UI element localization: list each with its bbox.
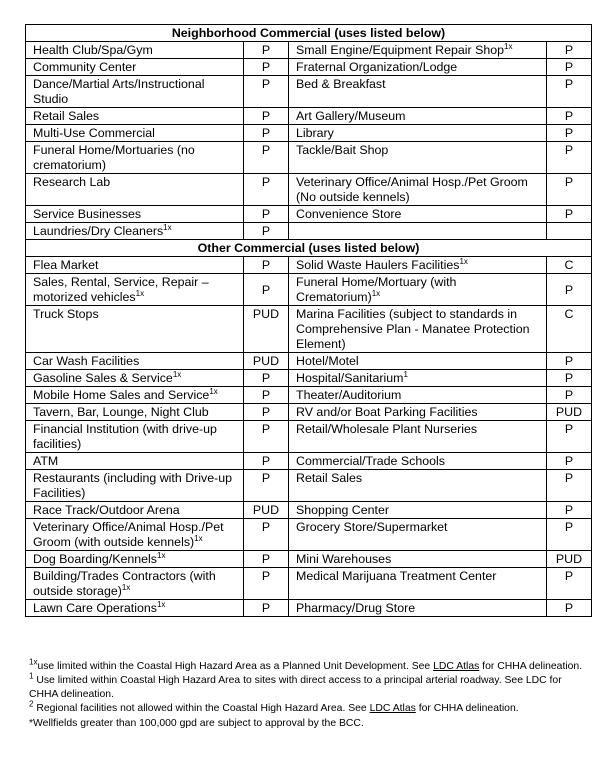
use-name-left-text: Retail Sales xyxy=(33,109,100,123)
use-name-right xyxy=(289,568,547,600)
use-name-right-text: Grocery Store/Supermarket xyxy=(296,520,448,534)
table-row xyxy=(26,470,592,502)
use-name-right xyxy=(289,174,547,206)
permission-code-right xyxy=(547,404,592,421)
use-name-right-text: Tackle/Bait Shop xyxy=(296,143,389,157)
use-name-right xyxy=(289,306,547,353)
footnote-marker: 1x xyxy=(135,288,145,298)
use-name-right-text: Fraternal Organization/Lodge xyxy=(296,60,458,74)
permission-code-right-text: P xyxy=(564,520,574,534)
permission-code-right xyxy=(547,370,592,387)
use-name-right-text: RV and/or Boat Parking Facilities xyxy=(296,405,478,419)
use-name-right xyxy=(289,453,547,470)
use-name-right-text: Mini Warehouses xyxy=(296,552,392,566)
use-name-left-text: Mobile Home Sales and Service xyxy=(33,388,210,402)
permission-code-left xyxy=(244,404,289,421)
footnote-marker: 1x xyxy=(172,369,182,379)
use-name-left xyxy=(26,470,244,502)
table-row xyxy=(26,206,592,223)
permission-code-left-text: P xyxy=(261,388,271,402)
use-name-left-text: Truck Stops xyxy=(33,307,99,321)
permission-code-left xyxy=(244,223,289,240)
use-name-right-text: Veterinary Office/Animal Hosp./Pet Groom (No outside kennels) xyxy=(296,175,528,204)
use-name-left xyxy=(26,404,244,421)
footnote-4 xyxy=(29,717,589,730)
use-name-right xyxy=(289,257,547,274)
footnote-2-text: Use limited within Coastal High Hazard Area to sites with direct access to a principal arterial roadway. See LDC for CHHA delineation. xyxy=(29,675,562,700)
uses-table-body xyxy=(26,25,592,617)
permission-code-right xyxy=(547,353,592,370)
permission-code-left xyxy=(244,59,289,76)
footnote-3-text-a: Regional facilities not allowed within the Coastal High Hazard Area. See xyxy=(33,703,370,715)
table-row xyxy=(26,42,592,59)
permission-code-left xyxy=(244,353,289,370)
use-name-right-text: Medical Marijuana Treatment Center xyxy=(296,569,497,583)
permission-code-right xyxy=(547,223,592,240)
permission-code-right xyxy=(547,42,592,59)
use-name-left-text: Gasoline Sales & Service xyxy=(33,371,173,385)
permission-code-right-text: P xyxy=(564,77,574,91)
use-name-left xyxy=(26,206,244,223)
permission-code-left-text: P xyxy=(261,569,271,583)
permission-code-left-text: PUD xyxy=(252,307,280,321)
permission-code-left xyxy=(244,568,289,600)
use-name-right-text: Library xyxy=(296,126,334,140)
permission-code-right-text: P xyxy=(564,175,574,189)
permission-code-right-text: P xyxy=(564,43,574,57)
use-name-left-text: Dance/Martial Arts/Instructional Studio xyxy=(33,77,205,106)
permission-code-right-text: P xyxy=(564,471,574,485)
permission-code-right-text: P xyxy=(564,422,574,436)
permission-code-right xyxy=(547,108,592,125)
use-name-left-text: Car Wash Facilities xyxy=(33,354,140,368)
use-name-right xyxy=(289,353,547,370)
use-name-right-text: Funeral Home/Mortuary (with Crematorium) xyxy=(296,275,457,304)
use-name-left-text: Tavern, Bar, Lounge, Night Club xyxy=(33,405,209,419)
use-name-right-text: Solid Waste Haulers Facilities xyxy=(296,258,460,272)
use-name-right xyxy=(289,404,547,421)
permission-code-left xyxy=(244,76,289,108)
permission-code-right-text: PUD xyxy=(555,552,583,566)
footnote-marker: 1x xyxy=(209,386,218,396)
footnote-1-text-a: use limited within the Coastal High Hazard Area as a Planned Unit Development. See xyxy=(37,661,434,672)
permission-code-left-text: P xyxy=(261,126,271,140)
use-name-right xyxy=(289,502,547,519)
permission-code-right xyxy=(547,274,592,306)
table-row xyxy=(26,502,592,519)
permission-code-left-text: P xyxy=(261,422,271,436)
permission-code-right-text: P xyxy=(564,143,574,157)
use-name-left xyxy=(26,421,244,453)
use-name-left xyxy=(26,370,244,387)
table-row xyxy=(26,125,592,142)
use-name-right-text: Bed & Breakfast xyxy=(296,77,386,91)
table-row xyxy=(26,306,592,353)
permission-code-left-text: P xyxy=(261,454,271,468)
permission-code-left-text: P xyxy=(261,601,271,615)
permission-code-left-text: P xyxy=(261,405,271,419)
use-name-left xyxy=(26,76,244,108)
use-name-left-text: Financial Institution (with drive-up facilities) xyxy=(33,422,217,451)
use-name-left-text: Veterinary Office/Animal Hosp./Pet Groom (with outside kennels) xyxy=(33,520,224,549)
table-row xyxy=(26,519,592,551)
permission-code-right-text: P xyxy=(564,388,574,402)
permission-code-left-text: P xyxy=(261,224,271,238)
use-name-right xyxy=(289,125,547,142)
footnote-marker: 1x xyxy=(156,599,166,609)
use-name-right xyxy=(289,206,547,223)
use-name-left-text: Funeral Home/Mortuaries (no crematorium) xyxy=(33,143,195,172)
use-name-right xyxy=(289,370,547,387)
use-name-left-text: Health Club/Spa/Gym xyxy=(33,43,153,57)
permission-code-left xyxy=(244,387,289,404)
footnote-marker: 1x xyxy=(163,222,172,232)
use-name-left xyxy=(26,306,244,353)
permission-code-right xyxy=(547,453,592,470)
use-name-right xyxy=(289,387,547,404)
section-title: Other Commercial (uses listed below) xyxy=(26,240,592,257)
permission-code-left xyxy=(244,519,289,551)
permission-code-left-text: P xyxy=(261,520,271,534)
table-row xyxy=(26,257,592,274)
permission-code-right-text: P xyxy=(564,371,574,385)
footnote-1-marker: 1x xyxy=(29,657,38,667)
use-name-right xyxy=(289,108,547,125)
use-name-right-text: Commercial/Trade Schools xyxy=(296,454,445,468)
table-row xyxy=(26,370,592,387)
use-name-left xyxy=(26,59,244,76)
footnote-3 xyxy=(29,699,589,715)
use-name-left xyxy=(26,600,244,617)
use-name-right-text: Convenience Store xyxy=(296,207,402,221)
ldc-atlas-link[interactable]: LDC Atlas xyxy=(369,703,416,715)
permission-code-right-text: C xyxy=(564,258,574,272)
permission-code-left xyxy=(244,142,289,174)
use-name-left-text: Dog Boarding/Kennels xyxy=(33,552,157,566)
use-name-left-text: Sales, Rental, Service, Repair – motorized vehicles xyxy=(33,275,209,304)
table-row xyxy=(26,274,592,306)
permission-code-left xyxy=(244,125,289,142)
use-name-right xyxy=(289,59,547,76)
use-name-right xyxy=(289,42,547,59)
table-row xyxy=(26,108,592,125)
use-name-left xyxy=(26,387,244,404)
footnote-marker: 1x xyxy=(157,550,166,560)
permission-code-right xyxy=(547,568,592,600)
permission-code-right xyxy=(547,125,592,142)
use-name-left-text: Multi-Use Commercial xyxy=(33,126,155,140)
table-row xyxy=(26,404,592,421)
permission-code-left xyxy=(244,470,289,502)
permission-code-right xyxy=(547,76,592,108)
permission-code-right-text: P xyxy=(564,354,574,368)
use-name-left xyxy=(26,274,244,306)
use-name-right-text: Marina Facilities (subject to standards in Comprehensive Plan - Manatee Protection Element) xyxy=(296,307,530,351)
use-name-left-text: Lawn Care Operations xyxy=(33,601,157,615)
use-name-right-text: Hotel/Motel xyxy=(296,354,359,368)
use-name-right-text: Art Gallery/Museum xyxy=(296,109,406,123)
use-name-right xyxy=(289,142,547,174)
footnote-2-marker: 1 xyxy=(29,671,34,681)
permission-code-left-text: P xyxy=(261,282,271,297)
permission-code-left-text: P xyxy=(261,60,271,74)
permission-code-left xyxy=(244,370,289,387)
use-name-right-text: Shopping Center xyxy=(296,503,389,517)
permission-code-left xyxy=(244,502,289,519)
table-row xyxy=(26,174,592,206)
permission-code-left-text: P xyxy=(261,43,271,57)
use-name-right xyxy=(289,421,547,453)
uses-table xyxy=(25,24,592,617)
table-row xyxy=(26,142,592,174)
use-name-right-text: Hospital/Sanitarium xyxy=(296,371,404,385)
use-name-left-text: Laundries/Dry Cleaners xyxy=(33,224,164,238)
footnote-marker: 1x xyxy=(371,288,381,298)
footnote-4-text: *Wellfields greater than 100,000 gpd are subject to approval by the BCC. xyxy=(29,717,364,729)
use-name-right xyxy=(289,76,547,108)
permission-code-right xyxy=(547,174,592,206)
use-name-left xyxy=(26,453,244,470)
permission-code-right xyxy=(547,142,592,174)
permission-code-right xyxy=(547,551,592,568)
permission-code-right xyxy=(547,206,592,223)
use-name-right-text: Pharmacy/Drug Store xyxy=(296,601,416,615)
permission-code-left-text: P xyxy=(261,77,271,91)
permission-code-right xyxy=(547,257,592,274)
permission-code-left xyxy=(244,551,289,568)
use-name-left xyxy=(26,551,244,568)
section-title: Neighborhood Commercial (uses listed below) xyxy=(26,25,592,42)
permission-code-left xyxy=(244,174,289,206)
footnote-marker: 1x xyxy=(459,256,468,266)
use-name-left-text: Building/Trades Contractors (with outside storage) xyxy=(33,569,216,598)
permission-code-left-text: P xyxy=(261,471,271,485)
permission-code-left-text: P xyxy=(261,109,271,123)
permission-code-right-text: P xyxy=(564,109,574,123)
permission-code-left-text: P xyxy=(261,207,271,221)
permission-code-left-text: P xyxy=(261,371,271,385)
permission-code-left-text: PUD xyxy=(252,354,280,368)
use-name-left xyxy=(26,257,244,274)
use-name-right xyxy=(289,274,547,306)
permission-code-right xyxy=(547,519,592,551)
permission-code-right-text: PUD xyxy=(555,405,583,419)
footnote-marker: 1x xyxy=(504,41,513,51)
permission-code-right xyxy=(547,600,592,617)
permission-code-right-text: P xyxy=(564,569,574,583)
table-row xyxy=(26,59,592,76)
permission-code-left xyxy=(244,600,289,617)
use-name-left-text: Race Track/Outdoor Arena xyxy=(33,503,180,517)
permission-code-left xyxy=(244,206,289,223)
use-name-left xyxy=(26,568,244,600)
use-name-right xyxy=(289,551,547,568)
permission-code-left xyxy=(244,274,289,306)
permission-code-left xyxy=(244,453,289,470)
table-row xyxy=(26,353,592,370)
table-row xyxy=(26,421,592,453)
permission-code-left xyxy=(244,257,289,274)
footnote-3-text-b: for CHHA delineation. xyxy=(415,703,519,715)
use-name-left xyxy=(26,519,244,551)
permission-code-right xyxy=(547,470,592,502)
permission-code-left xyxy=(244,42,289,59)
footnote-1 xyxy=(29,657,589,673)
permission-code-right-text: P xyxy=(564,207,574,221)
table-row xyxy=(26,551,592,568)
use-name-right xyxy=(289,223,547,240)
use-name-right-text: Theater/Auditorium xyxy=(296,388,402,402)
permission-code-right-text: P xyxy=(564,126,574,140)
use-name-right-text: Small Engine/Equipment Repair Shop xyxy=(296,43,505,57)
use-name-left-text: Service Businesses xyxy=(33,207,142,221)
use-name-left-text: ATM xyxy=(33,454,59,468)
footnote-marker: 1x xyxy=(194,533,203,543)
use-name-right xyxy=(289,470,547,502)
footnote-marker: 1 xyxy=(403,369,408,379)
footnote-3-marker: 2 xyxy=(29,699,34,709)
use-name-left xyxy=(26,108,244,125)
use-name-left xyxy=(26,502,244,519)
permission-code-right-text: P xyxy=(564,503,574,517)
permission-code-right-text: P xyxy=(564,454,574,468)
permission-code-left-text: P xyxy=(261,175,271,189)
use-name-left xyxy=(26,42,244,59)
permission-code-right xyxy=(547,387,592,404)
permission-code-left-text: P xyxy=(261,258,271,272)
use-name-right xyxy=(289,519,547,551)
use-name-left-text: Restaurants (including with Drive-up Facilities) xyxy=(33,471,233,500)
ldc-atlas-link[interactable]: LDC Atlas xyxy=(433,661,480,672)
footnote-marker: 1x xyxy=(121,582,131,592)
use-name-right-text: Retail Sales xyxy=(296,471,363,485)
use-name-left-text: Community Center xyxy=(33,60,137,74)
permission-code-right xyxy=(547,306,592,353)
table-row xyxy=(26,453,592,470)
permission-code-right-text: P xyxy=(564,282,574,297)
use-name-right-text: Retail/Wholesale Plant Nurseries xyxy=(296,422,478,436)
use-name-left xyxy=(26,174,244,206)
permission-code-left xyxy=(244,421,289,453)
permission-code-right-text: P xyxy=(564,601,574,615)
use-name-left xyxy=(26,353,244,370)
use-name-left xyxy=(26,223,244,240)
permission-code-right xyxy=(547,421,592,453)
section-header-row xyxy=(26,240,592,257)
table-row xyxy=(26,387,592,404)
permission-code-right-text: P xyxy=(564,60,574,74)
use-name-left-text: Flea Market xyxy=(33,258,99,272)
permission-code-right xyxy=(547,59,592,76)
section-header-row xyxy=(26,25,592,42)
table-row xyxy=(26,600,592,617)
permission-code-left-text: PUD xyxy=(252,503,280,517)
footnote-2 xyxy=(29,671,589,701)
permission-code-right-text: C xyxy=(564,307,574,321)
permission-code-left-text: P xyxy=(261,552,271,566)
permission-code-left-text: P xyxy=(261,143,271,157)
permission-code-right xyxy=(547,502,592,519)
permission-code-left xyxy=(244,108,289,125)
use-name-left-text: Research Lab xyxy=(33,175,111,189)
use-name-right xyxy=(289,600,547,617)
table-row xyxy=(26,223,592,240)
permission-code-left xyxy=(244,306,289,353)
use-name-left xyxy=(26,142,244,174)
footnote-1-text-b: for CHHA delineation. xyxy=(479,661,583,672)
table-row xyxy=(26,568,592,600)
footnotes xyxy=(29,657,589,731)
use-name-left xyxy=(26,125,244,142)
table-row xyxy=(26,76,592,108)
